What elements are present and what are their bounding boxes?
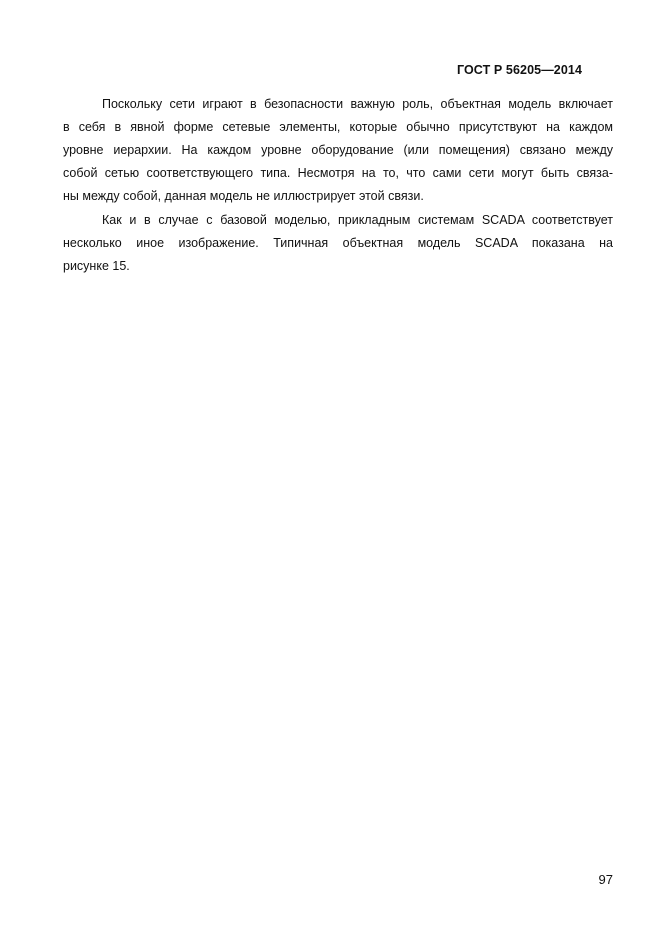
paragraph-line: собой сетью соответствующего типа. Несмотря на то, что сами сети могут быть связа- xyxy=(63,166,613,180)
paragraph-line: несколько иное изображение. Типичная объектная модель SCADA показана на xyxy=(63,236,613,250)
paragraph-networks xyxy=(63,93,613,208)
paragraph-line: в себя в явной форме сетевые элементы, которые обычно присутствуют на каждом xyxy=(63,120,613,134)
document-header-id: ГОСТ Р 56205—2014 xyxy=(456,63,582,77)
paragraph-line: ны между собой, данная модель не иллюстрирует этой связи. xyxy=(63,189,424,203)
paragraph-scada xyxy=(63,209,613,278)
page-number: 97 xyxy=(598,872,613,887)
paragraph-line: Поскольку сети играют в безопасности важную роль, объектная модель включает xyxy=(102,97,613,111)
paragraph-line: Как и в случае с базовой моделью, прикладным системам SCADA соответствует xyxy=(102,213,613,227)
paragraph-line: уровне иерархии. На каждом уровне оборудование (или помещения) связано между xyxy=(63,143,613,157)
paragraph-line: рисунке 15. xyxy=(63,259,130,273)
